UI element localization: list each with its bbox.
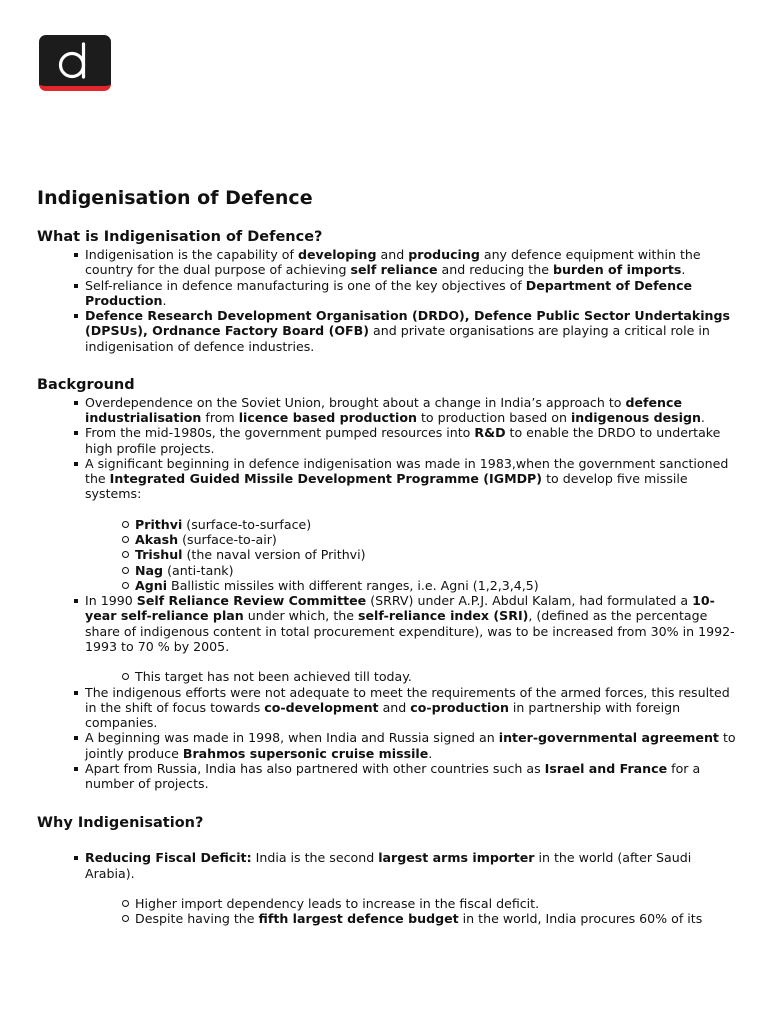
text: Apart from Russia, India has also partnered with other countries such as (85, 760, 545, 776)
bold-text: Defence Research Development Organisation (DRDO), Defence Public Sector Undertakings (DPSUs), Ordnance Factory Board (OFB) (85, 308, 731, 339)
list-background (37, 395, 737, 792)
page-title: Indigenisation of Defence (37, 187, 313, 209)
text: Overdependence on the Soviet Union, brought about a change in India’s approach to (85, 394, 626, 410)
list-why (37, 850, 737, 926)
missile-item (135, 563, 737, 578)
list-item (85, 685, 737, 731)
text: to jointly produce (85, 730, 736, 761)
bold-text: Israel and France (544, 760, 668, 776)
text: in the world, India procures 60% of its (458, 911, 703, 927)
app-logo (39, 35, 111, 91)
text: any defence equipment within the country for the dual purpose of achieving (85, 247, 701, 278)
bold-text: Department of Defence Production (85, 277, 693, 308)
sub-item (135, 896, 737, 911)
text: The indigenous efforts were not adequate to meet the requirements of the armed forces, this resulted in the shift of focus towards (85, 684, 730, 715)
d-letter-icon (39, 35, 111, 86)
text: (anti-tank) (163, 562, 234, 578)
list-item (85, 308, 737, 354)
text: and reducing the (437, 262, 553, 278)
text: A significant beginning in defence indigenisation was made in 1983,when the government sanctioned the (85, 455, 729, 486)
missile-item (135, 547, 737, 562)
bold-text: inter-governmental agreement (498, 730, 719, 746)
list-item (85, 278, 737, 309)
text: . (428, 745, 433, 761)
missile-item (135, 532, 737, 547)
text: in partnership with foreign companies. (85, 699, 681, 730)
text: Self-reliance in defence manufacturing is one of the key objectives of (85, 277, 526, 293)
sub-list (85, 896, 737, 927)
bold-text: licence based production (238, 410, 417, 425)
text: and (378, 699, 411, 715)
text: Despite having the (135, 911, 259, 927)
bold-text: defence industrialisation (85, 394, 683, 425)
sub-list (85, 669, 737, 684)
bold-text: Reducing Fiscal Deficit: (85, 850, 252, 866)
text: in the world (after Saudi Arabia). (85, 850, 692, 881)
text: Indigenisation is the capability of (85, 247, 298, 262)
bold-text: Brahmos supersonic cruise missile (182, 745, 429, 761)
text: , (defined as the percentage share of indigenous content in total procurement expenditure), was to be increased from 30% in 1992-1993 to 70 % by 2005. (85, 608, 735, 654)
item-text (85, 593, 735, 654)
list-item (85, 395, 737, 426)
text: (surface-to-air) (178, 532, 277, 547)
bold-text: developing (297, 247, 377, 262)
text: Ballistic missiles with different ranges, i.e. Agni (1,2,3,4,5) (167, 577, 539, 593)
list-item (85, 730, 737, 761)
sub-item (135, 911, 737, 926)
text: India is the second (251, 850, 379, 866)
text: for a number of projects. (85, 760, 701, 791)
bold-text: Integrated Guided Missile Development Programme (IGMDP) (109, 471, 543, 486)
text: A beginning was made in 1998, when India and Russia signed an (85, 730, 499, 746)
bold-text: Nag (135, 562, 164, 578)
list-item (85, 761, 737, 792)
sub-item: This target has not been achieved till today. (135, 669, 737, 684)
text: (the naval version of Prithvi) (182, 547, 366, 563)
bold-text: largest arms importer (378, 850, 535, 866)
bold-text: Prithvi (135, 516, 183, 532)
text: under which, the (243, 608, 358, 624)
text: Higher import dependency leads to increase in the fiscal deficit. (135, 896, 540, 911)
missile-item (135, 578, 737, 593)
item-text (85, 456, 728, 502)
text: to develop five missile systems: (85, 471, 688, 502)
bold-text: 10-year self-reliance plan (85, 593, 715, 624)
list-item (85, 850, 737, 926)
bold-text: co-production (410, 699, 509, 715)
list-item (85, 247, 737, 278)
missile-item (135, 517, 737, 532)
heading-why: Why Indigenisation? (37, 815, 204, 832)
text: In 1990 (85, 593, 137, 608)
text: . (162, 292, 167, 308)
bold-text: Akash (135, 532, 179, 547)
list-item (85, 425, 737, 456)
missile-list (85, 517, 737, 593)
item-text (85, 850, 691, 880)
text: from (201, 410, 239, 425)
bold-text: Trishul (135, 547, 183, 563)
bold-text: indigenous design (570, 410, 701, 425)
bold-text: burden of imports (552, 262, 682, 278)
bold-text: self reliance (350, 262, 438, 278)
text: and (376, 247, 409, 262)
text: to production based on (416, 410, 571, 425)
text: and private organisations are playing a critical role in indigenisation of defence industries. (85, 323, 710, 354)
heading-background: Background (37, 376, 135, 393)
list-what-is (37, 247, 737, 354)
text: (SRRV) under A.P.J. Abdul Kalam, had formulated a (366, 593, 693, 608)
list-item (85, 456, 737, 593)
bold-text: co-development (264, 699, 379, 715)
bold-text: Self Reliance Review Committee (136, 593, 367, 608)
heading-what-is: What is Indigenisation of Defence? (37, 229, 323, 245)
bold-text: self-reliance index (SRI) (358, 608, 529, 624)
text: . (681, 262, 686, 278)
bold-text: Agni (135, 577, 168, 593)
bold-text: R&D (474, 425, 506, 441)
document-body (37, 186, 737, 927)
text: to enable the DRDO to undertake high profile projects. (85, 425, 721, 456)
list-item (85, 593, 737, 685)
text: From the mid-1980s, the government pumped resources into (85, 425, 475, 441)
bold-text: fifth largest defence budget (258, 911, 459, 927)
bold-text: producing (408, 247, 480, 262)
text: (surface-to-surface) (182, 516, 312, 532)
text: . (700, 410, 705, 425)
